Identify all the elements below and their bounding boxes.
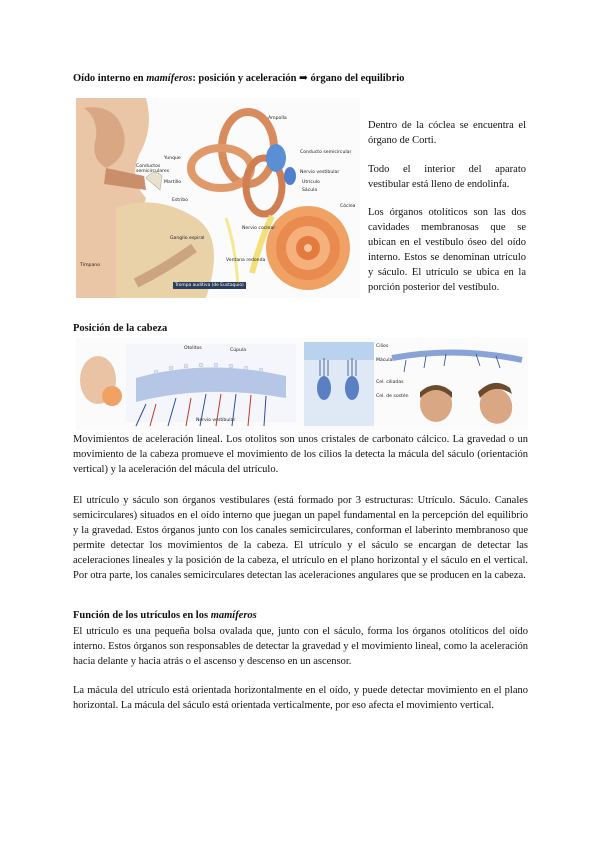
- funcion-heading-italic: mamíferos: [210, 610, 257, 621]
- figure1-label-ventana: Ventana redonda: [226, 258, 266, 263]
- macula-diagram: [76, 338, 528, 430]
- side-paragraph-otoliticos: Los órganos otolíticos son las dos cavidades membranosas que se ubican en el vestíbulo óseo del oído interno. Estos se denominan utrículo y sáculo. El utrículo se ubica en la porción posterior del vestíbulo.: [368, 207, 526, 293]
- inner-ear-illustration: [76, 98, 360, 298]
- cochlea-apex: [304, 244, 312, 252]
- paragraph-aceleracion: Movimientos de aceleración lineal. Los otolitos son unos cristales de carbonato cálcico. La gravedad o un movimiento de la cabeza promueve el movimiento de los cilios la detecta la mácula del sáculo (orientación vertical) y la aceleración del mácula del utrículo.: [73, 434, 528, 475]
- figure1-label-ganglio: Ganglio espiral: [170, 236, 205, 241]
- paragraph-utriculo-saculo: El utrículo y sáculo son órganos vestibulares (está formado por 3 estructuras: Utrículo. Sáculo. Canales semicirculares) situados en el oído interno que juegan un papel fundamental en la percepción del equilibrio y la gravedad. Estos órganos junto con los canales semicirculares, conforman el laberinto membranoso que permite detectar los movimientos de la cabeza. El utrículo y el sáculo se encargan de detectar las aceleraciones lineales y la posición de la cabeza, el utrículo en el plano horizontal y el sáculo en el vertical. Por otra parte, los canales semicirculares detectan las aceleraciones angulares que se producen en la cabeza.: [73, 495, 528, 581]
- figure1-box-label: Trompa auditiva (de Eustaquio): [175, 283, 244, 288]
- figure1-label-nervio-coclear: Nervio coclear: [242, 226, 276, 231]
- ampulla-shape: [266, 144, 286, 172]
- figure1-label-martillo: Martillo: [164, 180, 182, 185]
- title-text-italic: mamíferos: [146, 73, 193, 84]
- paragraph-macula: La mácula del utrículo está orientada horizontalmente en el oído, y puede detectar movimiento en el plano horizontal. La mácula del sáculo está orientada verticalmente, por eso afecta el movimiento vertical.: [73, 685, 528, 711]
- figure2-label-macula: Mácula: [376, 358, 393, 363]
- figure1-label-saculo: Sáculo: [302, 188, 318, 193]
- figure1-label-conductos: Conductos semicirculares: [136, 164, 170, 174]
- figure1-label-yunque: Yunque: [164, 156, 181, 161]
- figure1-label-timpano: Tímpano: [80, 263, 101, 268]
- side-paragraph-corti: Dentro de la cóclea se encuentra el órgano de Corti.: [368, 120, 526, 146]
- figure2-label-otolitos: Otolitos: [184, 346, 202, 351]
- side-paragraph-endolinfa: Todo el interior del aparato vestibular está lleno de endolinfa.: [368, 164, 526, 190]
- gel-layer-shape: [304, 342, 374, 360]
- inner-ear-diagram: [76, 98, 360, 298]
- title-text-2: : posición y aceleración ➡ órgano del equilibrio: [192, 73, 405, 84]
- macula-tilt-shape: [392, 352, 522, 360]
- title-text-1: Oído interno en: [73, 73, 147, 84]
- section-heading-funcion: [73, 609, 257, 623]
- figure2-label-cupula: Cúpula: [230, 348, 247, 353]
- figure1-label-utriculo: Utrículo: [302, 180, 320, 185]
- funcion-heading-text: Función de los utrículos en los: [73, 610, 211, 621]
- ossicles-shape: [146, 172, 162, 190]
- nerve-branch-shape: [226, 218, 238, 288]
- figure1-label-conducto: Conducto semicircular: [300, 150, 352, 155]
- macula-illustration: [76, 338, 528, 430]
- page-title: [73, 72, 533, 86]
- utricle-shape: [284, 167, 296, 185]
- figure2-label-sosten: Cel. de sostén: [376, 394, 409, 399]
- figure2-label-cilios: Cilios: [376, 344, 389, 349]
- figure2-label-ciliadas: Cel. ciliadas: [376, 380, 404, 385]
- figure2-label-nervio: Nervio vestibular: [196, 418, 236, 423]
- figure1-label-ampolla: Ampolla: [268, 116, 287, 121]
- figure1-label-estribo: Estribo: [172, 198, 188, 203]
- cochlea-thumbnail-shape: [102, 386, 122, 406]
- figure1-label-nervio-vestibular: Nervio vestibular: [300, 170, 340, 175]
- figure1-label-coclea: Cóclea: [340, 204, 356, 209]
- paragraph-funcion: El utrículo es una pequeña bolsa ovalada que, junto con el sáculo, forma los órganos otolíticos del oído interno. Estos órganos son responsables de detectar la gravedad y el movimiento lineal, como la aceleración hacia delante y hacia atrás o el ascenso y descenso en un ascensor.: [73, 626, 528, 667]
- section-heading-cabeza: Posición de la cabeza: [73, 323, 168, 334]
